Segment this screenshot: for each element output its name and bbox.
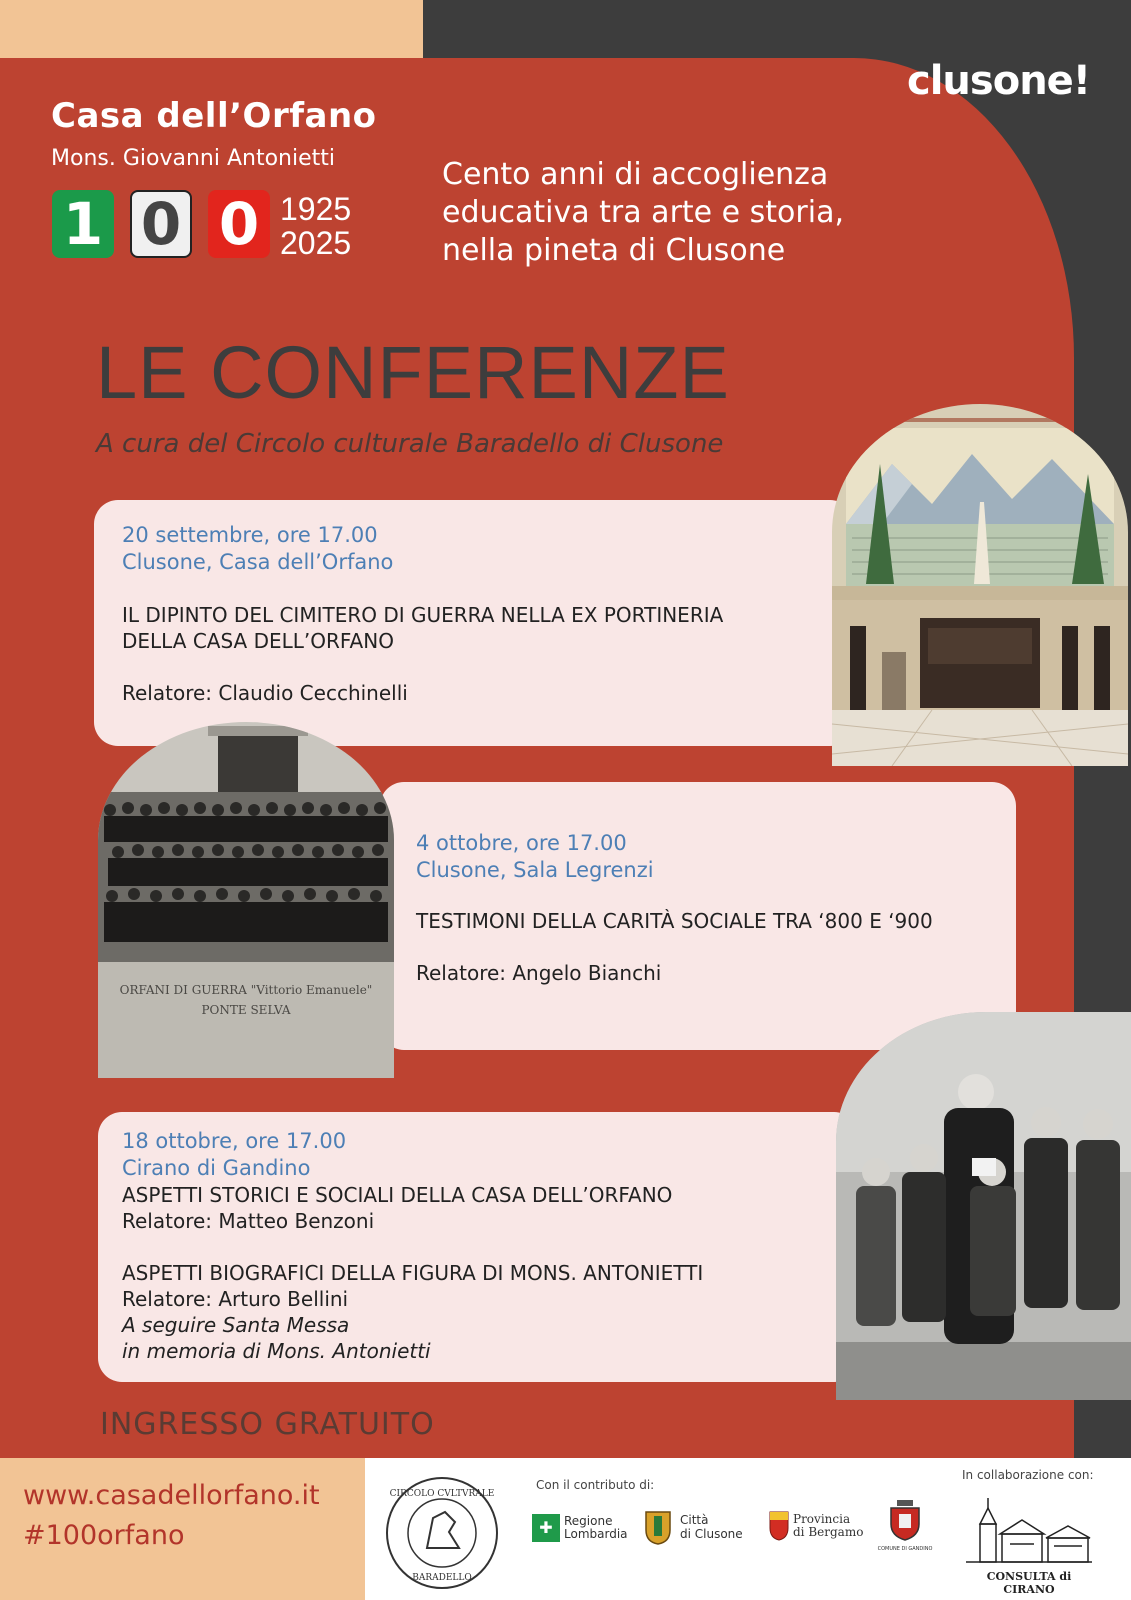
event-date: 4 ottobre, ore 17.00 [416, 831, 627, 855]
mass-note-line: in memoria di Mons. Antonietti [122, 1339, 431, 1363]
circolo-baradello-seal [383, 1474, 501, 1592]
top-peach-band [0, 0, 423, 58]
regione-lombardia-icon: ✚ [532, 1514, 560, 1542]
clusone-logo: clusone! [907, 58, 1091, 104]
tagline-line: nella pineta di Clusone [442, 233, 786, 268]
sponsor-line: di Clusone [680, 1527, 743, 1541]
event-date: 18 ottobre, ore 17.00 [122, 1129, 347, 1153]
consulta-cirano-logo [962, 1494, 1096, 1596]
photo-war-cemetery-painting [832, 404, 1128, 766]
painting-illustration [832, 404, 1128, 766]
group-photo-illustration [98, 722, 394, 1078]
event-title-line: IL DIPINTO DEL CIMITERO DI GUERRA NELLA EX PORTINERIA [122, 603, 724, 627]
clusone-crest-icon [642, 1508, 674, 1546]
event-title: TESTIMONI DELLA CARITÀ SOCIALE TRA ‘800 E ‘900 [416, 909, 933, 933]
tagline [442, 156, 844, 270]
institution-title: Casa dell’Orfano [51, 96, 377, 136]
event-place: Clusone, Casa dell’Orfano [122, 550, 394, 574]
collaboration-label: In collaborazione con: [962, 1468, 1094, 1482]
tagline-line: Cento anni di accoglienza [442, 157, 829, 192]
event-place: Cirano di Gandino [122, 1156, 311, 1180]
page-title: LE CONFERENZE [96, 331, 730, 414]
talk-speaker: Relatore: Matteo Benzoni [122, 1209, 375, 1233]
year-start: 1925 [280, 191, 352, 227]
sponsor-regione-lombardia [532, 1514, 628, 1542]
institution-subtitle: Mons. Giovanni Antonietti [51, 146, 335, 171]
gandino-crest-icon [885, 1498, 925, 1542]
event-place: Clusone, Sala Legrenzi [416, 858, 654, 882]
photo-caption-line: PONTE SELVA [201, 1003, 291, 1017]
tagline-line: educativa tra arte e storia, [442, 195, 844, 230]
bergamo-crest-icon [768, 1510, 790, 1542]
event-card-2 [380, 782, 1016, 1050]
sponsor-line: COMUNE DI GANDINO [877, 1546, 933, 1552]
year-end: 2025 [280, 225, 352, 261]
event-speaker: Relatore: Claudio Cecchinelli [122, 681, 408, 705]
sponsor-comune-gandino [872, 1498, 938, 1552]
photo-orphans-group [98, 722, 394, 1078]
seal-text-top: CIRCOLO CVLTVRALE [389, 1489, 495, 1499]
seal-icon [383, 1474, 501, 1592]
photo-priest-with-children [836, 1012, 1131, 1400]
mass-note-line: A seguire Santa Messa [122, 1313, 350, 1337]
photo-caption-line: ORFANI DI GUERRA "Vittorio Emanuele" [119, 983, 373, 997]
sponsor-citta-clusone [642, 1508, 743, 1546]
sponsor-line: Regione [564, 1514, 613, 1528]
sponsor-line: Città [680, 1513, 709, 1527]
event-title-line: DELLA CASA DELL’ORFANO [122, 629, 394, 653]
contribution-label: Con il contributo di: [536, 1478, 655, 1492]
centenary-digit-2: 0 [130, 190, 192, 258]
event-card-1 [94, 500, 854, 746]
talk-title: ASPETTI STORICI E SOCIALI DELLA CASA DELL’ORFANO [122, 1183, 673, 1207]
website-link[interactable]: www.casadellorfano.it [23, 1480, 320, 1511]
event-date: 20 settembre, ore 17.00 [122, 523, 378, 547]
centenary-digit-3: 0 [208, 190, 270, 258]
priest-photo-illustration [836, 1012, 1131, 1400]
church-building-icon [962, 1494, 1096, 1566]
curated-by-line: A cura del Circolo culturale Baradello di Clusone [96, 429, 724, 459]
centenary-years [280, 192, 351, 260]
sponsor-line: Provincia [793, 1512, 851, 1526]
collaborator-name: CONSULTA di CIRANO [986, 1570, 1072, 1596]
talk-speaker: Relatore: Arturo Bellini [122, 1287, 349, 1311]
sponsor-line: di Bergamo [793, 1525, 864, 1539]
event-speaker: Relatore: Angelo Bianchi [416, 961, 662, 985]
seal-text-bottom: BARADELLO [412, 1573, 472, 1583]
sponsor-line: Lombardia [564, 1527, 628, 1541]
hashtag: #100orfano [23, 1520, 185, 1551]
sponsor-provincia-bergamo [768, 1510, 863, 1542]
centenary-digit-1: 1 [52, 190, 114, 258]
talk-title: ASPETTI BIOGRAFICI DELLA FIGURA DI MONS. ANTONIETTI [122, 1261, 704, 1285]
free-admission-label: INGRESSO GRATUITO [100, 1407, 435, 1442]
event-card-3 [98, 1112, 858, 1382]
